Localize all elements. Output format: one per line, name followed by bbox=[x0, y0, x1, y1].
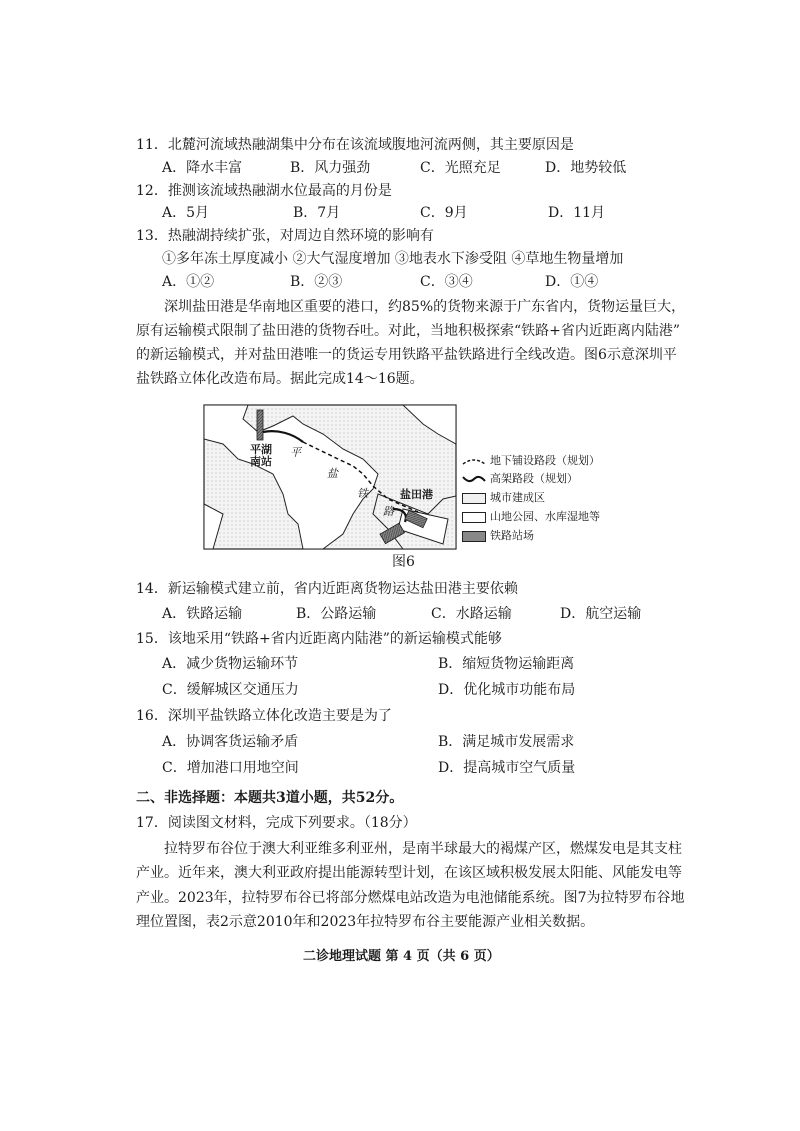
legend-mountain bbox=[462, 510, 600, 524]
map-label-yantian-port: 盐田港 bbox=[400, 488, 433, 501]
q13-option-d: D．①④ bbox=[545, 274, 599, 290]
question-12-stem: 12．推测该流域热融湖水位最高的月份是 bbox=[136, 183, 392, 199]
q17-passage-line: 产业。近年来，澳大利亚政府提出能源转型计划，在该区域积极发展太阳能、风能发电等 bbox=[136, 865, 682, 881]
q15-option-b: B．缩短货物运输距离 bbox=[438, 656, 575, 672]
map-label-tie: 铁 bbox=[357, 487, 368, 500]
q12-option-a: A．5月 bbox=[162, 205, 210, 221]
q12-option-d: D．11月 bbox=[548, 205, 606, 221]
passage1-line: 的新运输模式，并对盐田港唯一的货运专用铁路平盐铁路进行全线改造。图6示意深圳平 bbox=[136, 347, 677, 363]
question-14-stem: 14．新运输模式建立前，省内近距离货物运达盐田港主要依赖 bbox=[136, 581, 518, 597]
question-15-stem: 15．该地采用“铁路+省内近距离内陆港”的新运输模式能够 bbox=[136, 631, 502, 647]
map-label-ping: 平 bbox=[290, 446, 301, 459]
q17-passage-line: 理位置图，表2示意2010年和2023年拉特罗布谷主要能源产业相关数据。 bbox=[136, 914, 595, 930]
dashed-line-icon bbox=[462, 456, 486, 466]
q13-option-a: A．①② bbox=[162, 274, 215, 290]
legend-underground bbox=[462, 454, 600, 468]
question-16-stem: 16．深圳平盐铁路立体化改造主要是为了 bbox=[136, 708, 392, 724]
q12-option-b: B．7月 bbox=[293, 205, 341, 221]
q14-option-c: C．水路运输 bbox=[431, 606, 512, 622]
q16-option-b: B．满足城市发展需求 bbox=[438, 734, 575, 750]
question-11-stem: 11．北麓河流域热融湖集中分布在该流域腹地河流两侧，其主要原因是 bbox=[136, 137, 574, 153]
map-label-pinghu-south-station: 平湖 南站 bbox=[250, 443, 272, 468]
q13-statements: ①多年冻土厚度减小 ②大气湿度增加 ③地表水下渗受阻 ④草地生物量增加 bbox=[162, 251, 624, 267]
q16-option-a: A．协调客货运输矛盾 bbox=[162, 734, 299, 750]
legend-label: 高架路段（规划） bbox=[490, 472, 578, 485]
q16-option-d: D．提高城市空气质量 bbox=[438, 760, 576, 776]
figure-6-caption: 图6 bbox=[392, 554, 415, 570]
legend-elevated bbox=[462, 472, 578, 486]
page-footer: 二诊地理试题 第 4 页（共 6 页） bbox=[303, 949, 500, 964]
q15-option-d: D．优化城市功能布局 bbox=[438, 682, 576, 698]
q13-option-b: B．②③ bbox=[290, 274, 343, 290]
question-13-stem: 13．热融湖持续扩张，对周边自然环境的影响有 bbox=[136, 228, 434, 244]
q15-option-a: A．减少货物运输环节 bbox=[162, 656, 299, 672]
q11-option-d: D．地势较低 bbox=[545, 160, 627, 176]
legend-label: 山地公园、水库湿地等 bbox=[490, 510, 600, 523]
q12-option-c: C．9月 bbox=[420, 205, 468, 221]
q14-option-b: B．公路运输 bbox=[296, 606, 377, 622]
question-17-stem: 17．阅读图文材料，完成下列要求。（18分） bbox=[136, 815, 417, 831]
q17-passage-line: 产业。2023年，拉特罗布谷已将部分燃煤电站改造为电池储能系统。图7为拉特罗布谷地 bbox=[136, 890, 685, 906]
legend-label: 地下铺设路段（规划） bbox=[490, 454, 600, 467]
q16-option-c: C．增加港口用地空间 bbox=[162, 760, 299, 776]
section-2-heading: 二、非选择题：本题共3道小题，共52分。 bbox=[136, 790, 404, 806]
blank-swatch-icon bbox=[462, 512, 486, 523]
q11-option-a: A．降水丰富 bbox=[162, 160, 243, 176]
passage1-line: 深圳盐田港是华南地区重要的港口，约85%的货物来源于广东省内，货物运量巨大， bbox=[164, 299, 686, 315]
wave-line-icon bbox=[462, 474, 486, 484]
legend-urban bbox=[462, 491, 545, 505]
q13-option-c: C．③④ bbox=[420, 274, 473, 290]
q14-option-a: A．铁路运输 bbox=[162, 606, 243, 622]
q11-option-c: C．光照充足 bbox=[420, 160, 501, 176]
q11-option-b: B．风力强劲 bbox=[290, 160, 371, 176]
legend-label: 铁路站场 bbox=[490, 529, 534, 542]
dotted-swatch-icon bbox=[462, 493, 486, 504]
legend-station bbox=[462, 529, 534, 543]
passage1-line: 原有运输模式限制了盐田港的货物吞吐。对此，当地积极探索“铁路+省内近距离内陆港” bbox=[136, 323, 681, 339]
legend-label: 城市建成区 bbox=[490, 491, 545, 504]
q15-option-c: C．缓解城区交通压力 bbox=[162, 682, 299, 698]
hatched-swatch-icon bbox=[462, 531, 486, 542]
passage1-line: 盐铁路立体化改造布局。据此完成14～16题。 bbox=[136, 371, 424, 387]
q17-passage-line: 拉特罗布谷位于澳大利亚维多利亚州，是南半球最大的褐煤产区，燃煤发电是其支柱 bbox=[164, 841, 682, 857]
map-label-yan: 盐 bbox=[327, 467, 338, 480]
q14-option-d: D．航空运输 bbox=[560, 606, 642, 622]
map-label-lu: 路 bbox=[383, 505, 394, 518]
railway-station-pinghu bbox=[257, 410, 263, 440]
